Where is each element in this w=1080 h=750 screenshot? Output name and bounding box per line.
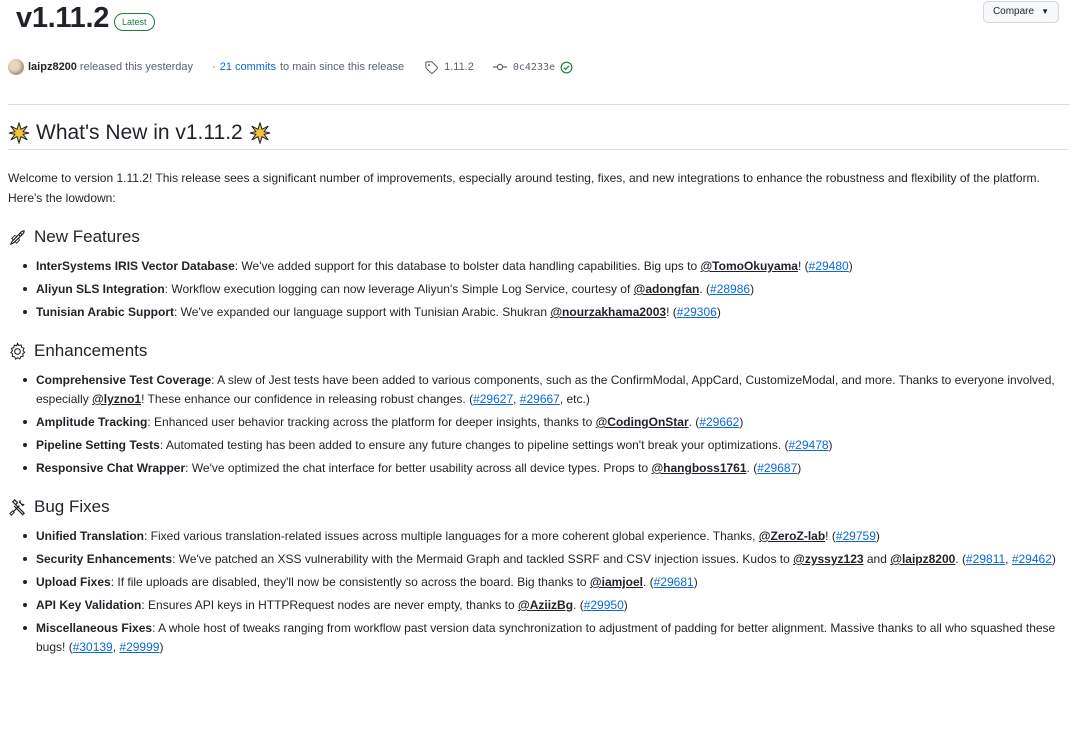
pr-link[interactable]: #29480 (808, 259, 849, 273)
enhancements-heading (8, 340, 1068, 362)
list-item: Tunisian Arabic Support: We've expanded our language support with Tunisian Arabic. Shukran @nourzakhama2003! (#29306) (8, 303, 1068, 322)
compare-button[interactable] (983, 1, 1059, 23)
mention-link[interactable]: @AziizBg (518, 598, 574, 612)
list-item: Unified Translation: Fixed various translation-related issues across multiple languages for a more coherent global experience. Thanks, @ZeroZ-lab! (#29759) (8, 527, 1068, 546)
released-text: released this yesterday (79, 61, 194, 73)
avatar[interactable] (8, 59, 24, 75)
bugfixes-heading (8, 496, 1068, 518)
pr-link[interactable]: #29478 (788, 438, 829, 452)
list-item: API Key Validation: Ensures API keys in HTTPRequest nodes are never empty, thanks to @AziizBg. (#29950) (8, 596, 1068, 615)
pr-link[interactable]: #28986 (710, 282, 751, 296)
release-notes (8, 120, 1068, 661)
release-header (8, 0, 1070, 46)
pr-link[interactable]: #29759 (835, 529, 876, 543)
git-commit-icon (493, 61, 507, 73)
author-link[interactable]: laipz8200 (28, 61, 77, 73)
pr-link[interactable]: #29950 (583, 598, 624, 612)
list-item: Aliyun SLS Integration: Workflow execution logging can now leverage Aliyun's Simple Log Service, courtesy of @adongfan. (#28986) (8, 280, 1068, 299)
list-item: Pipeline Setting Tests: Automated testing has been added to ensure any future changes to pipeline settings won't break your optimizations. (#29478) (8, 436, 1068, 455)
rocket-icon (8, 228, 27, 247)
intro-paragraph: Welcome to version 1.11.2! This release sees a significant number of improvements, especially around testing, fixes, and new integrations to enhance the robustness and flexibility of the platform. Here's the lowdown: (8, 171, 1040, 205)
latest-badge: Latest (114, 13, 155, 31)
commits-link[interactable]: 21 commits (219, 61, 276, 73)
mention-link[interactable]: @lyzno1 (92, 392, 142, 406)
features-title: New Features (34, 227, 140, 246)
sparkle-icon (8, 122, 30, 144)
pr-link[interactable]: #29687 (757, 461, 798, 475)
release-version[interactable]: v1.11.2 (16, 2, 110, 34)
pr-link[interactable]: #29667 (519, 392, 560, 406)
tools-icon (8, 498, 27, 517)
enhancements-title: Enhancements (34, 341, 148, 360)
pr-link[interactable]: #29462 (1011, 552, 1052, 566)
gear-icon (8, 342, 27, 361)
mention-link[interactable]: @ZeroZ-lab (758, 529, 826, 543)
list-item: Miscellaneous Fixes: A whole host of tweaks ranging from workflow past version data synchronization to adjustment of padding for better alignment. Massive thanks to all who squashed these bugs! (#30139, #29999) (8, 619, 1068, 657)
list-item: InterSystems IRIS Vector Database: We've added support for this database to bolster data handling capabilities. Big ups to @TomoOkuyama! (#29480) (8, 257, 1068, 276)
commit-sha-link[interactable]: 0c4233e (512, 61, 556, 73)
pr-link[interactable]: #29811 (966, 552, 1006, 566)
whats-new-heading (8, 120, 1068, 150)
mention-link[interactable]: @laipz8200 (890, 552, 956, 566)
check-circle-icon[interactable] (560, 61, 573, 74)
pr-link[interactable]: #29306 (676, 305, 717, 319)
pr-link[interactable]: #30139 (72, 640, 113, 654)
mention-link[interactable]: @nourzakhama2003 (550, 305, 667, 319)
chevron-down-icon: ▼ (1041, 7, 1049, 16)
list-item: Security Enhancements: We've patched an XSS vulnerability with the Mermaid Graph and tackled SSRF and CSV injection issues. Kudos to @zyssyz123 and @laipz8200. (#29811, #29462) (8, 550, 1068, 569)
list-item: Amplitude Tracking: Enhanced user behavior tracking across the platform for deeper insights, thanks to @CodingOnStar. (#29662) (8, 413, 1068, 432)
sparkle-icon (249, 122, 271, 144)
commits-separator: · (212, 61, 216, 73)
tag-icon (425, 61, 438, 74)
mention-link[interactable]: @adongfan (633, 282, 700, 296)
release-meta (8, 58, 1068, 76)
list-item: Upload Fixes: If file uploads are disabled, they'll now be consistently so across the board. Big thanks to @iamjoel. (#29681) (8, 573, 1068, 592)
mention-link[interactable]: @hangboss1761 (651, 461, 747, 475)
mention-link[interactable]: @CodingOnStar (595, 415, 689, 429)
header-divider (8, 104, 1069, 105)
list-item: Responsive Chat Wrapper: We've optimized the chat interface for better usability across all device types. Props to @hangboss1761. (#29687) (8, 459, 1068, 478)
bugfixes-list (8, 527, 1068, 657)
features-heading (8, 226, 1068, 248)
pr-link[interactable]: #29627 (473, 392, 514, 406)
pr-link[interactable]: #29681 (653, 575, 694, 589)
mention-link[interactable]: @iamjoel (589, 575, 643, 589)
bugfixes-title: Bug Fixes (34, 497, 110, 516)
commits-suffix: to main since this release (279, 61, 405, 73)
whats-new-title: What's New in v1.11.2 (36, 120, 243, 144)
enhancements-list (8, 371, 1068, 478)
pr-link[interactable]: #29999 (119, 640, 160, 654)
tag-link[interactable]: 1.11.2 (444, 61, 474, 73)
features-list (8, 257, 1068, 322)
compare-label: Compare (992, 6, 1035, 17)
mention-link[interactable]: @zyssyz123 (793, 552, 864, 566)
list-item: Comprehensive Test Coverage: A slew of Jest tests have been added to various components, such as the ConfirmModal, AppCard, CustomizeModal, and more. Thanks to everyone involved, especially @lyzno1! These enhance our confidence in releasing robust changes. (#29627, #29667, etc.) (8, 371, 1068, 409)
mention-link[interactable]: @TomoOkuyama (700, 259, 798, 273)
pr-link[interactable]: #29662 (699, 415, 740, 429)
